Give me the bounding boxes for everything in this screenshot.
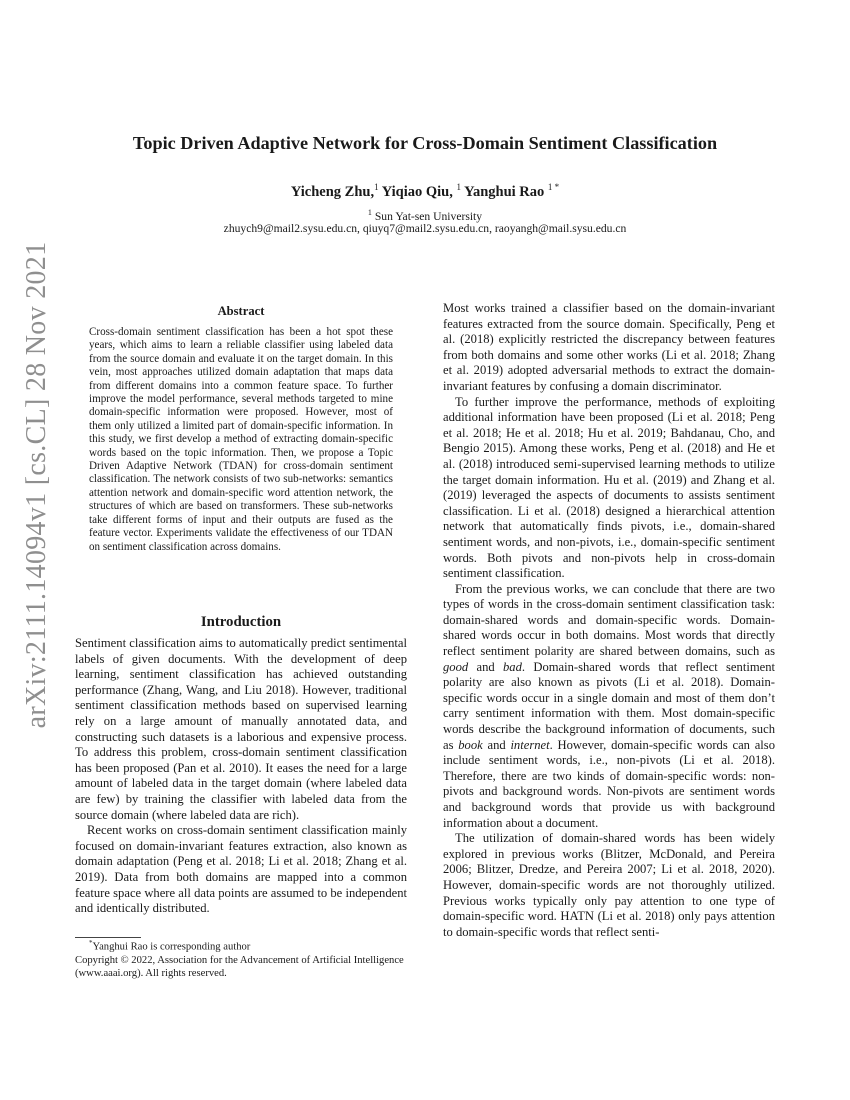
example-word: book bbox=[458, 737, 483, 752]
copyright-notice: Copyright © 2022, Association for the Advancement of Artificial Intelligence (www.aaai.org). All rights reserved. bbox=[75, 954, 404, 979]
author-mark: 1 bbox=[374, 182, 379, 192]
paragraph: Most works trained a classifier based on the domain-invariant features extracted from the source domain. Specifically, Peng et al. (2018) explicitly restricted the discrepancy between features from both domains and some other works (Li et al. 2018; Zhang et al. 2019) adopted adversarial methods to extract the domain-invariant features by confusing a domain discriminator. bbox=[443, 301, 775, 393]
affiliation-text: Sun Yat-sen University bbox=[374, 209, 483, 223]
author-name: Yiqiao Qiu, bbox=[381, 183, 453, 200]
footnotes bbox=[75, 937, 407, 980]
introduction-body bbox=[75, 636, 407, 917]
example-word: internet bbox=[510, 737, 550, 752]
paper-title: Topic Driven Adaptive Network for Cross-Domain Sentiment Classification bbox=[132, 133, 718, 153]
paragraph bbox=[443, 582, 775, 832]
right-column bbox=[443, 301, 775, 940]
paragraph: The utilization of domain-shared words has been widely explored in previous works (Blitzer, McDonald, and Pereira 2006; Blitzer, Dredze, and Pereira 2007; Li et al. 2018, 2020). However, domain-specific words are not thoroughly utilized. Previous works typically only pay attention to one type of domain-specific word. HATN (Li et al. 2018) only pays attention to domain-specific words that reflect senti- bbox=[443, 831, 775, 939]
paragraph: Recent works on cross-domain sentiment classification mainly focused on domain-invariant features extraction, also known as domain adaptation (Peng et al. 2018; Li et al. 2018; Zhang et al. 2019). Data from both domains are mapped into a common feature space where all data points are assumed to be independent and identically distributed. bbox=[75, 823, 407, 916]
footnote-corresponding bbox=[75, 937, 407, 954]
text-run: . However, domain-specific words can also include sentiment words, i.e., non-pivots (Li et al. 2018). Therefore, there are two kinds of domain-specific words: non-pivots and background words. Non-pivots are sentiment words and background words that provide us with background information about a document. bbox=[443, 737, 776, 830]
author-list bbox=[0, 177, 850, 202]
author-name: Yicheng Zhu, bbox=[290, 183, 375, 200]
text-run: . Domain-shared words that reflect sentiment polarity are also known as pivots (Li et al. 2018). Domain-specific words occur in a single domain and most of them don’t carry sentiment information with them. Most domain-specific words describe the background information of documents, such as bbox=[443, 659, 775, 752]
paragraph: Sentiment classification aims to automatically predict sentimental labels of given documents. With the development of deep learning, sentiment classification has achieved outstanding performance (Zhang, Wang, and Liu 2018). However, traditional sentiment classification methods based on supervised learning rely on a large amount of manually annotated data, and constructing such datasets is a laborious and expensive process. To address this problem, cross-domain sentiment classification has been proposed (Pan et al. 2010). It eases the need for a large amount of labeled data in the target domain (where labeled data are few) by training the classifier with labeled data from the source domain (where labeled data are rich). bbox=[75, 636, 407, 822]
abstract-body bbox=[89, 326, 393, 554]
author-mark: 1 bbox=[456, 182, 461, 192]
abstract-text: Cross-domain sentiment classification has been a hot spot these years, which aims to learn a reliable classifier using labeled data from the source domain and evaluate it on the target domain. In this vein, most approaches utilized domain adaptation that maps data from different domains into a common feature space. To further improve the model performance, several methods targeted to mine domain-specific information were proposed. However, most of them only utilized a limited part of domain-specific information. In this study, we first develop a method of extracting domain-specific words based on the topic information. Then, we propose a Topic Driven Adaptive Network (TDAN) for cross-domain sentiment classification. The network consists of two sub-networks: semantics attention network and domain-specific word attention network, the structures of which are based on transformers. These sub-networks take different forms of input and their outputs are fused as the feature vector. Experiments validate the effectiveness of our TDAN on sentiment classification across domains. bbox=[89, 326, 393, 553]
text-run: and bbox=[468, 659, 503, 674]
abstract-heading: Abstract bbox=[217, 304, 265, 318]
example-word: bad bbox=[503, 659, 522, 674]
affiliation-mark: 1 bbox=[367, 208, 372, 217]
text-run: and bbox=[482, 737, 511, 752]
footnote-mark: * bbox=[89, 939, 93, 947]
footnote-text: Yanghui Rao is corresponding author bbox=[92, 941, 251, 953]
example-word: good bbox=[443, 659, 469, 674]
introduction-heading: Introduction bbox=[200, 614, 282, 630]
author-mark: 1 * bbox=[547, 182, 560, 192]
author-emails: zhuych9@mail2.sysu.edu.cn, qiuyq7@mail2.sysu.edu.cn, raoyangh@mail.sysu.edu.cn bbox=[223, 222, 627, 235]
paragraph: To further improve the performance, methods of exploiting additional information have been proposed (Li et al. 2018; Peng et al. 2018; He et al. 2018; Hu et al. 2019; Bahdanau, Cho, and Bengio 2015). Among these works, Peng et al. (2018) and He et al. (2018) introduced semi-supervised learning methods to utilize the target domain information. Hu et al. (2019) and Zhang et al. (2019) leveraged the aspects of documents to assists sentiment classification. Li et al. (2018) designed a hierarchical attention network that automatically finds pivots, i.e., domain-shared sentiment words, and non-pivots, i.e., domain-specific sentiment words. Both pivots and non-pivots help in cross-domain sentiment classification. bbox=[443, 394, 775, 581]
author-name: Yanghui Rao bbox=[464, 183, 545, 200]
text-run: From the previous works, we can conclude that there are two types of words in the cross-domain sentiment classification task: domain-shared words and domain-specific words. Domain-shared words occur in both domains. Most words that directly reflect sentiment polarity are shared between domains, such as bbox=[443, 581, 775, 659]
arxiv-stamp: arXiv:2111.14094v1 [cs.CL] 28 Nov 2021 bbox=[21, 241, 52, 729]
